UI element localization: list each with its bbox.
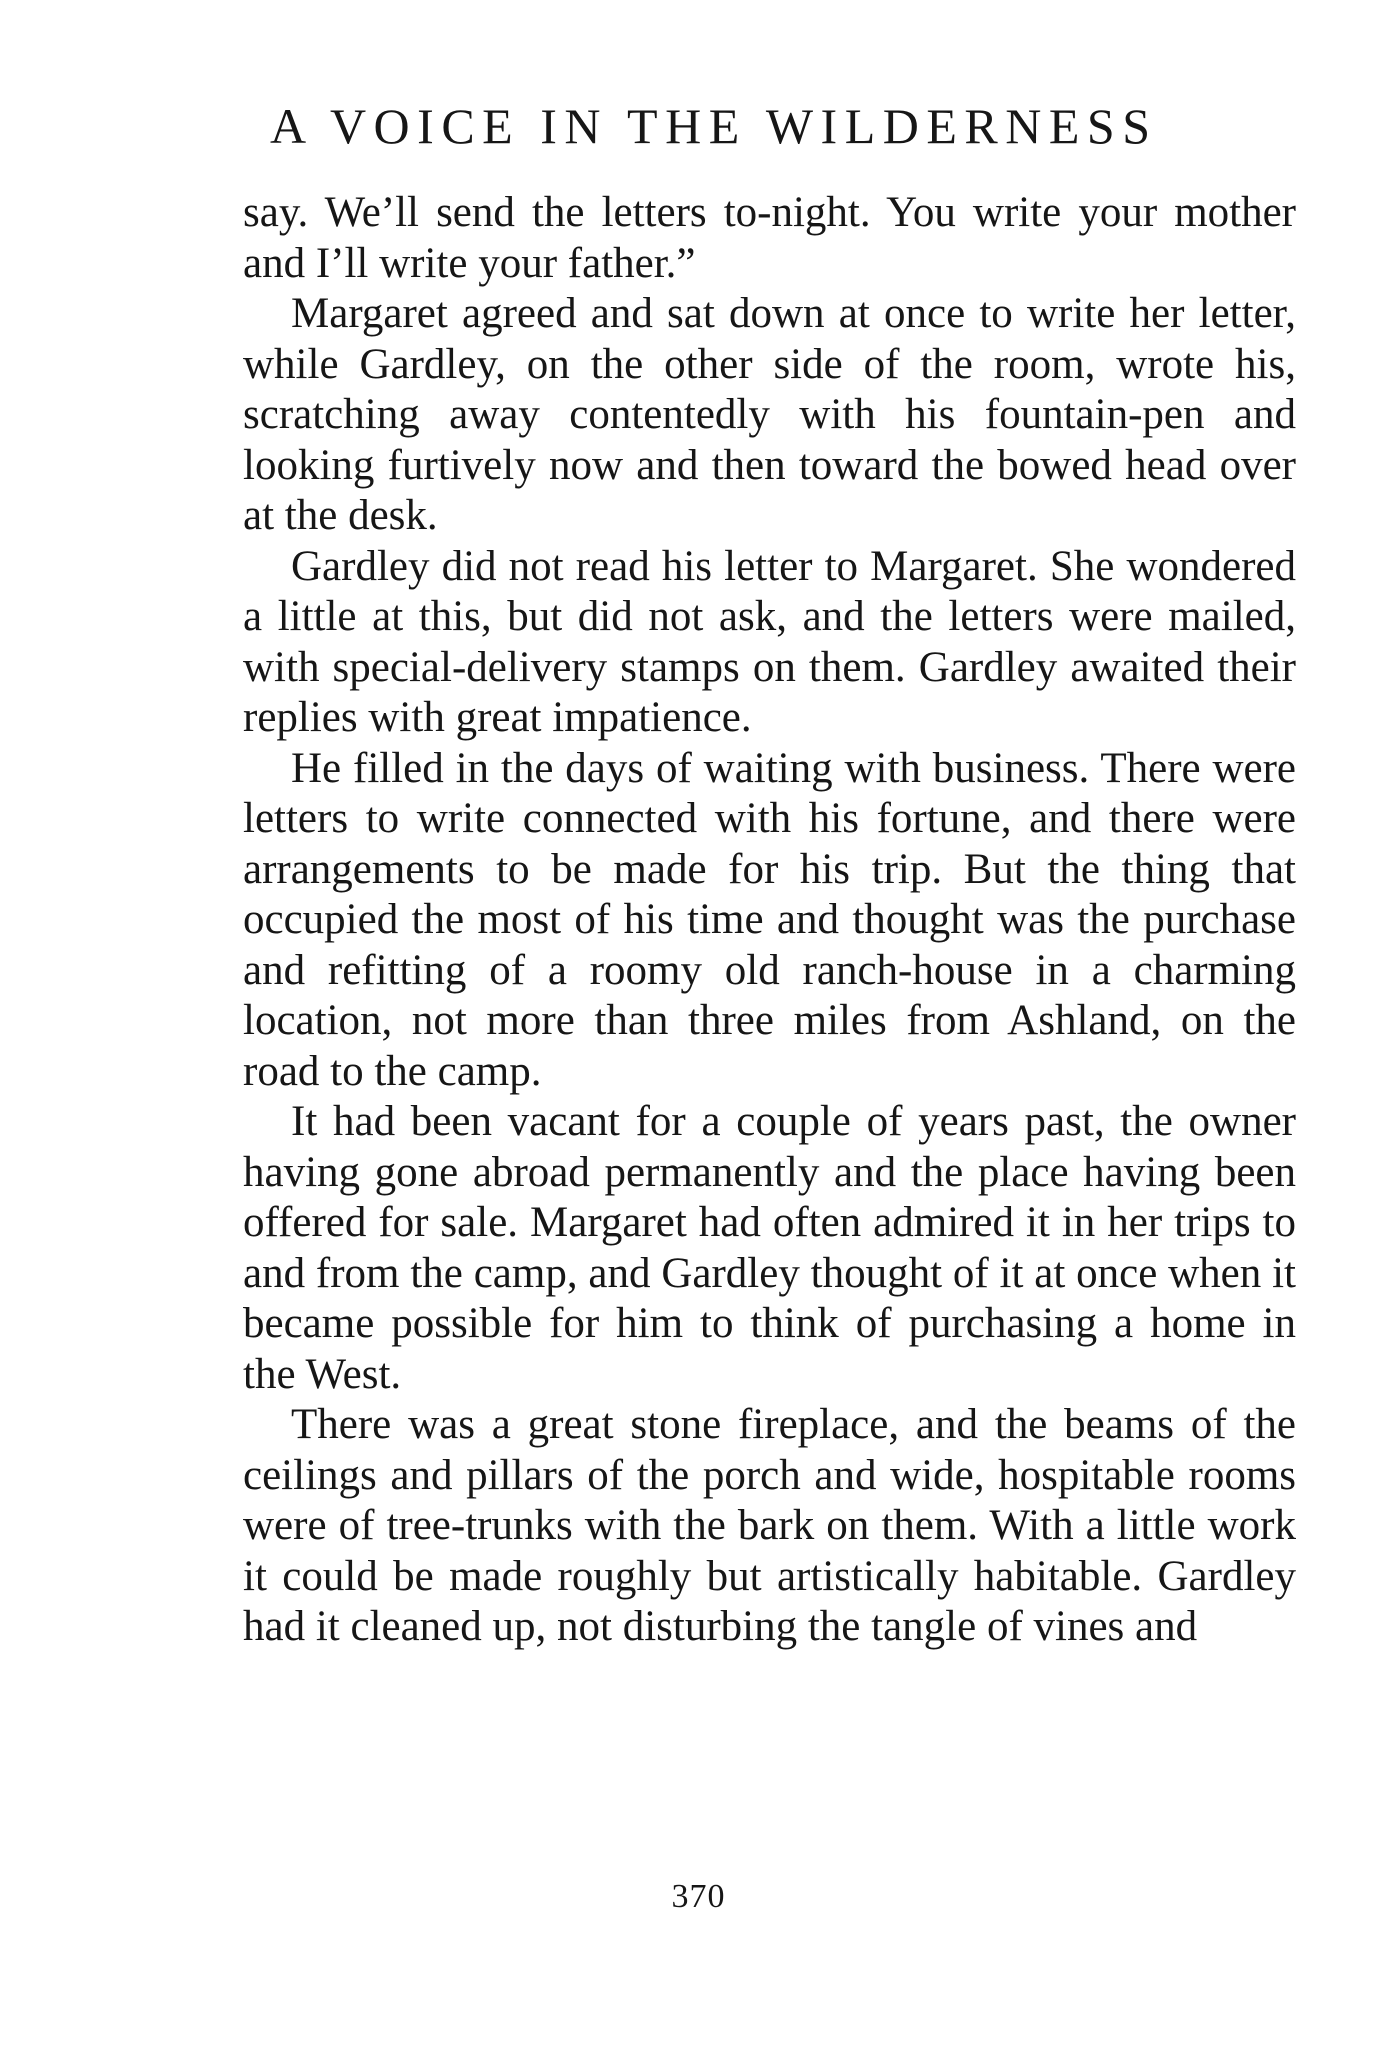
running-head: A VOICE IN THE WILDERNESS — [270, 98, 1158, 154]
page-number: 370 — [671, 1878, 726, 1915]
paragraph: He filled in the days of waiting with business. There were letters to write connected with his fortune, and there were arrangements to be made for his trip. But the thing that occupied the most of his time and thought was the purchase and refitting of a roomy old ranch-house in a charming location, not more than three miles from Ashland, on the road to the camp. — [243, 744, 1296, 1095]
paragraph: There was a great stone fireplace, and the beams of the ceilings and pillars of the porch and wide, hospitable rooms were of tree-trunks with the bark on them. With a little work it could be made roughly but artistically habitable. Gardley had it cleaned up, not disturbing the tangle of vines and — [243, 1401, 1296, 1650]
paragraph: Margaret agreed and sat down at once to write her letter, while Gardley, on the other side of the room, wrote his, scratching away contentedly with his fountain-pen and looking furtively now and then toward the bowed head over at the desk. — [243, 290, 1296, 539]
paragraph: Gardley did not read his letter to Margaret. She wondered a little at this, but did not ask, and the letters were mailed, with special-delivery stamps on them. Gardley awaited their replies with great impatience. — [243, 542, 1296, 741]
paragraph: It had been vacant for a couple of years past, the owner having gone abroad permanently and the place having been offered for sale. Margaret had often admired it in her trips to and from the camp, and Gardley thought of it at once when it became possible for him to think of purchasing a home in the West. — [243, 1098, 1296, 1398]
paragraph-continuation: say. We’ll send the letters to-night. You write your mother and I’ll write your father.” — [243, 189, 1296, 287]
body-text — [243, 188, 1296, 1653]
